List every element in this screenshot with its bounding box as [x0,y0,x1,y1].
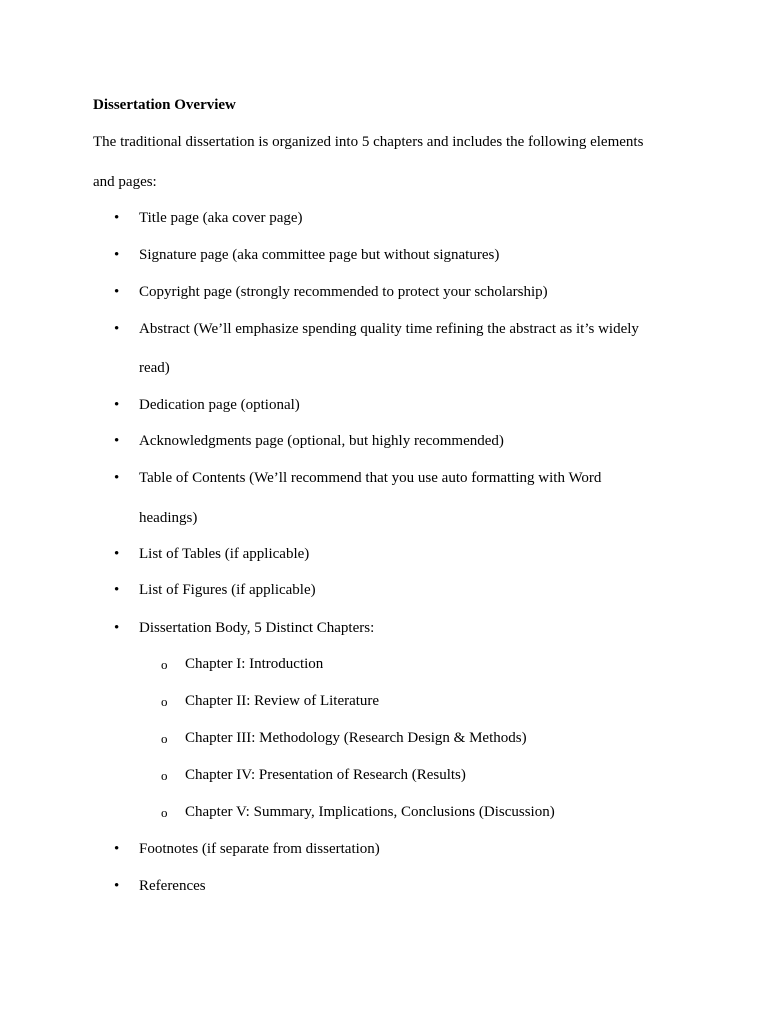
list-item-list-of-figures: List of Figures (if applicable) [139,582,316,598]
list-item-abstract-continuation: read) [139,360,170,376]
sub-bullet-icon: o [161,694,168,709]
bullet-icon: • [114,247,120,263]
chapter-item-4: Chapter IV: Presentation of Research (Results) [185,767,466,783]
bullet-icon: • [114,582,120,598]
bullet-icon: • [114,878,120,894]
intro-paragraph-line-1: The traditional dissertation is organized into 5 chapters and includes the following elements [93,134,644,150]
list-item-dedication-page: Dedication page (optional) [139,397,300,413]
bullet-icon: • [114,470,120,486]
chapter-item-3: Chapter III: Methodology (Research Design & Methods) [185,730,527,746]
document-heading: Dissertation Overview [93,97,236,113]
list-item-list-of-tables: List of Tables (if applicable) [139,546,310,562]
bullet-icon: • [114,284,120,300]
bullet-icon: • [114,210,120,226]
bullet-icon: • [114,841,120,857]
list-item-references: References [139,878,206,894]
list-item-table-of-contents-continuation: headings) [139,510,198,526]
list-item-acknowledgments-page: Acknowledgments page (optional, but highly recommended) [139,433,504,449]
bullet-icon: • [114,620,120,636]
intro-paragraph-line-2: and pages: [93,174,157,190]
bullet-icon: • [114,321,120,337]
list-item-signature-page: Signature page (aka committee page but without signatures) [139,247,500,263]
chapter-item-5: Chapter V: Summary, Implications, Conclusions (Discussion) [185,804,555,820]
bullet-icon: • [114,546,120,562]
chapter-item-2: Chapter II: Review of Literature [185,693,380,709]
list-item-title-page: Title page (aka cover page) [139,210,303,226]
list-item-table-of-contents: Table of Contents (We’ll recommend that you use auto formatting with Word [139,470,602,486]
sub-bullet-icon: o [161,768,168,783]
sub-bullet-icon: o [161,805,168,820]
bullet-icon: • [114,397,120,413]
list-item-dissertation-body: Dissertation Body, 5 Distinct Chapters: [139,620,375,636]
list-item-abstract: Abstract (We’ll emphasize spending quality time refining the abstract as it’s widely [139,321,639,337]
list-item-footnotes: Footnotes (if separate from dissertation) [139,841,380,857]
bullet-icon: • [114,433,120,449]
sub-bullet-icon: o [161,657,168,672]
sub-bullet-icon: o [161,731,168,746]
chapter-item-1: Chapter I: Introduction [185,656,324,672]
list-item-copyright-page: Copyright page (strongly recommended to protect your scholarship) [139,284,548,300]
